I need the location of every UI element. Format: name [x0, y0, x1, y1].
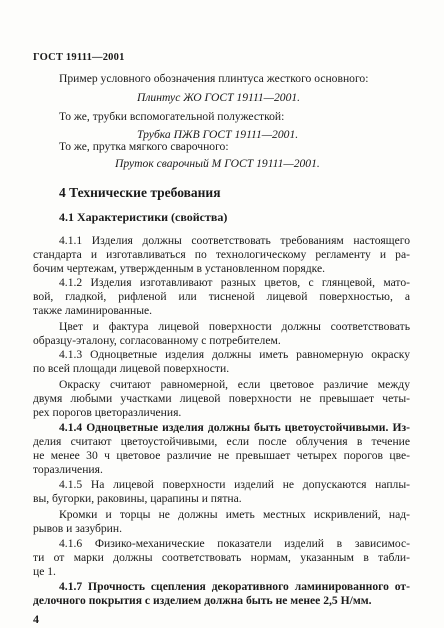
body-line: вой, гладкой, рифленой или тисненой лицевой поверхностью, а	[33, 290, 410, 303]
body-line: 4.1.2 Изделия изготавливают разных цветов, с глянцевой, мато-	[59, 276, 410, 289]
body-line: также ламинированные.	[33, 304, 153, 317]
intro-line-1: Пример условного обозначения плинтуса жесткого основного:	[59, 72, 369, 85]
body-line: рех порогов цветоразличения.	[33, 406, 182, 419]
body-line: торазличения.	[33, 463, 103, 476]
body-line: 4.1.5 На лицевой поверхности изделий не допускаются наплы-	[59, 478, 410, 491]
body-line: Окраску считают равномерной, если цветовое различие между	[59, 378, 410, 391]
intro-line-2: То же, трубки вспомогательной полужесткой:	[59, 110, 285, 123]
body-line: образцу-эталону, согласованному с потребителем.	[33, 334, 281, 347]
section-heading: 4 Технические требования	[59, 185, 221, 200]
body-line: бочим чертежам, утвержденным в установленном порядке.	[33, 262, 326, 275]
designation-tube: Трубка ПЖВ ГОСТ 19111—2001.	[137, 128, 299, 141]
body-line: вы, бугорки, раковины, царапины и пятна.	[33, 492, 242, 505]
body-line: делия считают цветоустойчивыми, если после облучения в течение	[33, 435, 410, 448]
body-line: рывов и зазубрин.	[33, 522, 122, 535]
body-line: стандарта и изготавливаться по технологическому регламенту и ра-	[33, 248, 410, 261]
body-line: це 1.	[33, 565, 56, 578]
body-line: Цвет и фактура лицевой поверхности должны соответствовать	[59, 320, 410, 333]
body-line: двумя любыми участками лицевой поверхности не превышает четы-	[33, 392, 410, 405]
body-line: 4.1.7 Прочность сцепления декоративного ламинированного от-	[59, 580, 410, 593]
designation-plinth: Плинтус ЖО ГОСТ 19111—2001.	[137, 91, 301, 104]
body-line: не менее 30 ч цветовое различие не превышает четырех порогов цве-	[33, 449, 410, 462]
body-line: 4.1.1 Изделия должны соответствовать требованиям настоящего	[59, 234, 410, 247]
body-line: 4.1.6 Физико-механические показатели изделий в зависимос-	[59, 537, 410, 550]
subsection-heading: 4.1 Характеристики (свойства)	[59, 210, 228, 224]
standard-header: ГОСТ 19111—2001	[33, 52, 125, 63]
body-line: по всей площади лицевой поверхности.	[33, 362, 230, 375]
body-line: делочного покрытия с изделием должна быть не менее 2,5 Н/мм.	[33, 594, 372, 607]
body-line: ти от марки должны соответствовать нормам, указанным в табли-	[33, 551, 410, 564]
body-line: Кромки и торцы не должны иметь местных искривлений, над-	[59, 508, 410, 521]
body-line: 4.1.3 Одноцветные изделия должны иметь равномерную окраску	[59, 348, 410, 361]
page-number: 4	[33, 612, 39, 626]
body-line: 4.1.4 Одноцветные изделия должны быть цветоустойчивыми. Из-	[59, 421, 410, 434]
designation-rod: Пруток сварочный М ГОСТ 19111—2001.	[115, 157, 320, 170]
intro-line-3: То же, прутка мягкого сварочного:	[59, 140, 229, 153]
